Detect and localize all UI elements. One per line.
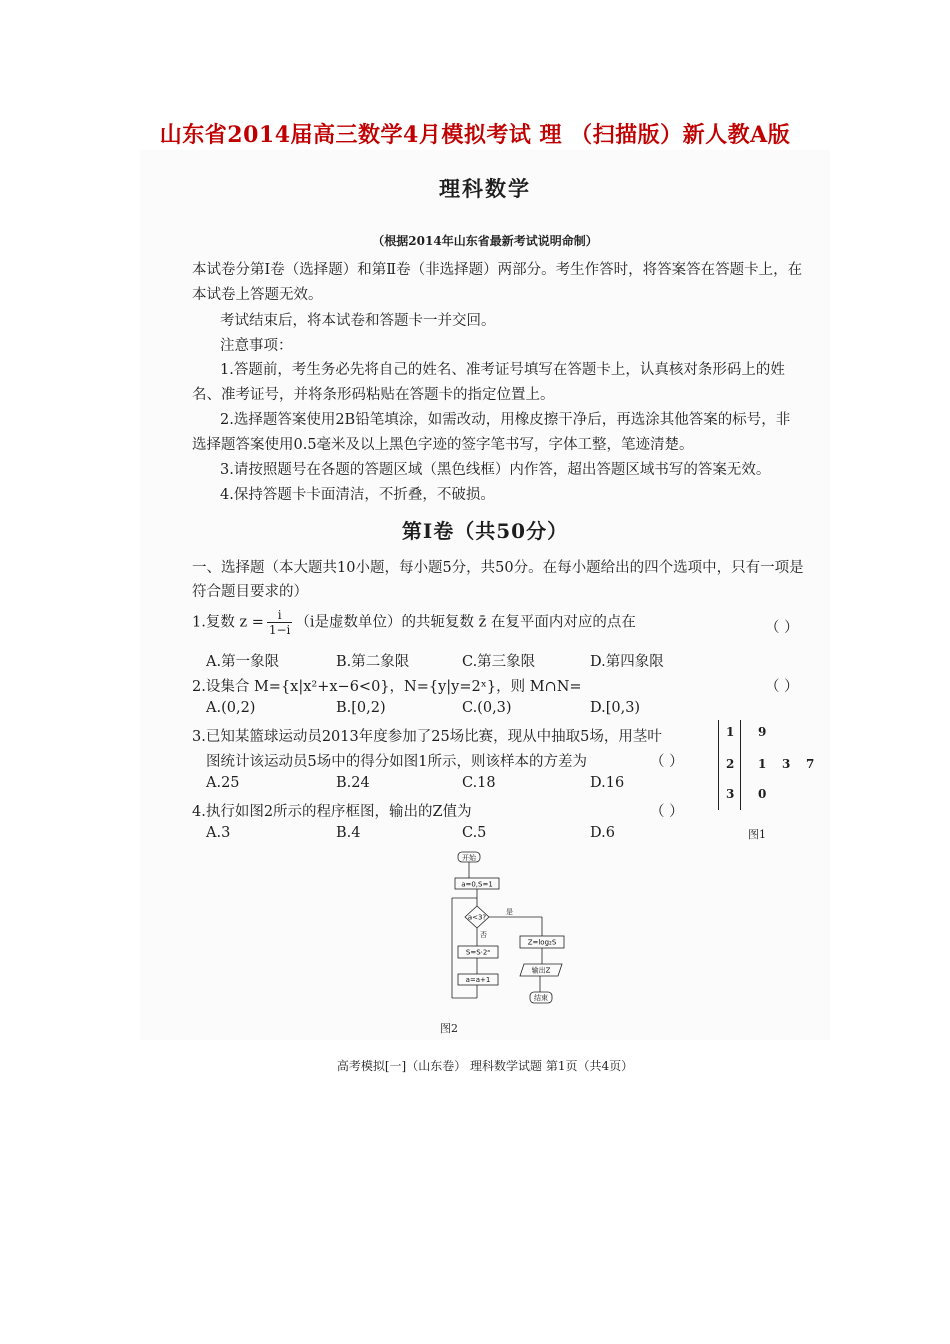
- figure-2-caption: 图2: [440, 1022, 458, 1035]
- leaf: 9: [758, 725, 767, 739]
- note-4: 4.保持答题卡卡面清洁，不折叠，不破损。: [220, 487, 495, 503]
- section-instructions-line-2: 符合题目要求的）: [192, 584, 308, 600]
- intro-line-2: 本试卷上答题无效。: [192, 287, 323, 303]
- q1-denominator: 1−i: [268, 623, 291, 637]
- q1-prefix: 1.复数 z =: [192, 614, 264, 631]
- stem: 1: [726, 725, 735, 739]
- program-flowchart: [450, 848, 570, 1013]
- q4-option-d: D.6: [590, 825, 615, 841]
- q1-option-b: B.第二象限: [336, 654, 410, 670]
- q2-option-d: D.[0,3): [590, 700, 641, 716]
- q4-option-c: C.5: [462, 825, 487, 841]
- q3-option-a: A.25: [206, 775, 240, 791]
- q3-option-c: C.18: [462, 775, 496, 791]
- section-title: 第Ⅰ卷（共50分）: [401, 519, 569, 543]
- leaf: 0: [758, 787, 767, 801]
- notes-heading: 注意事项：: [220, 338, 293, 354]
- note-1-line-2: 名、准考证号，并将条形码粘贴在答题卡的指定位置上。: [192, 387, 555, 403]
- stem-leaf-left-rule: [718, 720, 719, 810]
- section-instructions-line-1: 一、选择题（本大题共10小题，每小题5分，共50分。在每小题给出的四个选项中，只有一项是: [192, 560, 804, 576]
- figure-1-caption: 图1: [748, 828, 766, 841]
- note-1-line-1: 1.答题前，考生务必先将自己的姓名、准考证号填写在答题卡上，认真核对条形码上的姓: [220, 362, 785, 378]
- q1-option-a: A.第一象限: [206, 654, 280, 670]
- stem-leaf-plot: [718, 720, 818, 810]
- yes-label: 是: [506, 908, 513, 916]
- q4-option-b: B.4: [336, 825, 361, 841]
- q4-answer-paren: （ ）: [650, 804, 684, 820]
- q3-answer-paren: （ ）: [650, 754, 684, 770]
- leaf: 1: [758, 757, 767, 771]
- no-label: 否: [480, 931, 487, 939]
- q4-option-a: A.3: [206, 825, 231, 841]
- assign-s-label: S=S·2ᵃ: [465, 948, 491, 957]
- paper-subtitle: （根据2014年山东省最新考试说明命制）: [372, 234, 598, 248]
- question-4: 4.执行如图2所示的程序框图，输出的Z值为: [192, 804, 472, 820]
- q1-numerator: i: [267, 608, 293, 623]
- condition-label: a<3?: [467, 913, 487, 922]
- leaf: 7: [806, 757, 815, 771]
- q2-answer-paren: （ ）: [765, 679, 799, 695]
- q1-fraction: [267, 608, 293, 637]
- question-1: [192, 608, 636, 637]
- start-label: 开始: [462, 854, 476, 862]
- assign-z-label: Z=log₂S: [527, 938, 557, 947]
- output-label: 输出Z: [531, 966, 551, 975]
- paper-title: 理科数学: [439, 176, 531, 201]
- document-title: 山东省2014届高三数学4月模拟考试 理 （扫描版）新人教A版: [159, 122, 791, 148]
- leaf: 3: [782, 757, 791, 771]
- note-2-line-2: 选择题答案使用0.5毫米及以上黑色字迹的签字笔书写，字体工整，笔迹清楚。: [192, 437, 694, 453]
- q1-option-c: C.第三象限: [462, 654, 536, 670]
- stem-leaf-divider: [740, 720, 741, 810]
- q3-option-b: B.24: [336, 775, 370, 791]
- question-2: 2.设集合 M={x|x²+x−6<0}，N={y|y=2ˣ}，则 M∩N=: [192, 679, 582, 695]
- q2-option-b: B.[0,2): [336, 700, 386, 716]
- q3-option-d: D.16: [590, 775, 625, 791]
- stem: 3: [726, 787, 735, 801]
- q1-answer-paren: （ ）: [765, 620, 799, 636]
- question-3-line-1: 3.已知某篮球运动员2013年度参加了25场比赛，现从中抽取5场，用茎叶: [192, 729, 662, 745]
- q2-option-c: C.(0,3): [462, 700, 512, 716]
- question-3-line-2: 图统计该运动员5场中的得分如图1所示，则该样本的方差为: [206, 754, 587, 770]
- note-2-line-1: 2.选择题答案使用2B铅笔填涂，如需改动，用橡皮擦干净后，再选涂其他答案的标号，非: [220, 412, 791, 428]
- q1-suffix: （i是虚数单位）的共轭复数 z̄ 在复平面内对应的点在: [295, 614, 636, 631]
- end-label: 结束: [534, 994, 548, 1002]
- init-label: a=0,S=1: [461, 880, 493, 889]
- intro-line-3: 考试结束后，将本试卷和答题卡一并交回。: [220, 313, 496, 329]
- note-3: 3.请按照题号在各题的答题区域（黑色线框）内作答，超出答题区域书写的答案无效。: [220, 462, 771, 478]
- stem: 2: [726, 757, 735, 771]
- q1-option-d: D.第四象限: [590, 654, 664, 670]
- q2-option-a: A.(0,2): [206, 700, 256, 716]
- intro-line-1: 本试卷分第Ⅰ卷（选择题）和第Ⅱ卷（非选择题）两部分。考生作答时，将答案答在答题卡上，在: [192, 262, 803, 278]
- page-footer: 高考模拟[一]（山东卷） 理科数学试题 第1页（共4页）: [336, 1059, 634, 1073]
- assign-a-label: a=a+1: [465, 976, 491, 984]
